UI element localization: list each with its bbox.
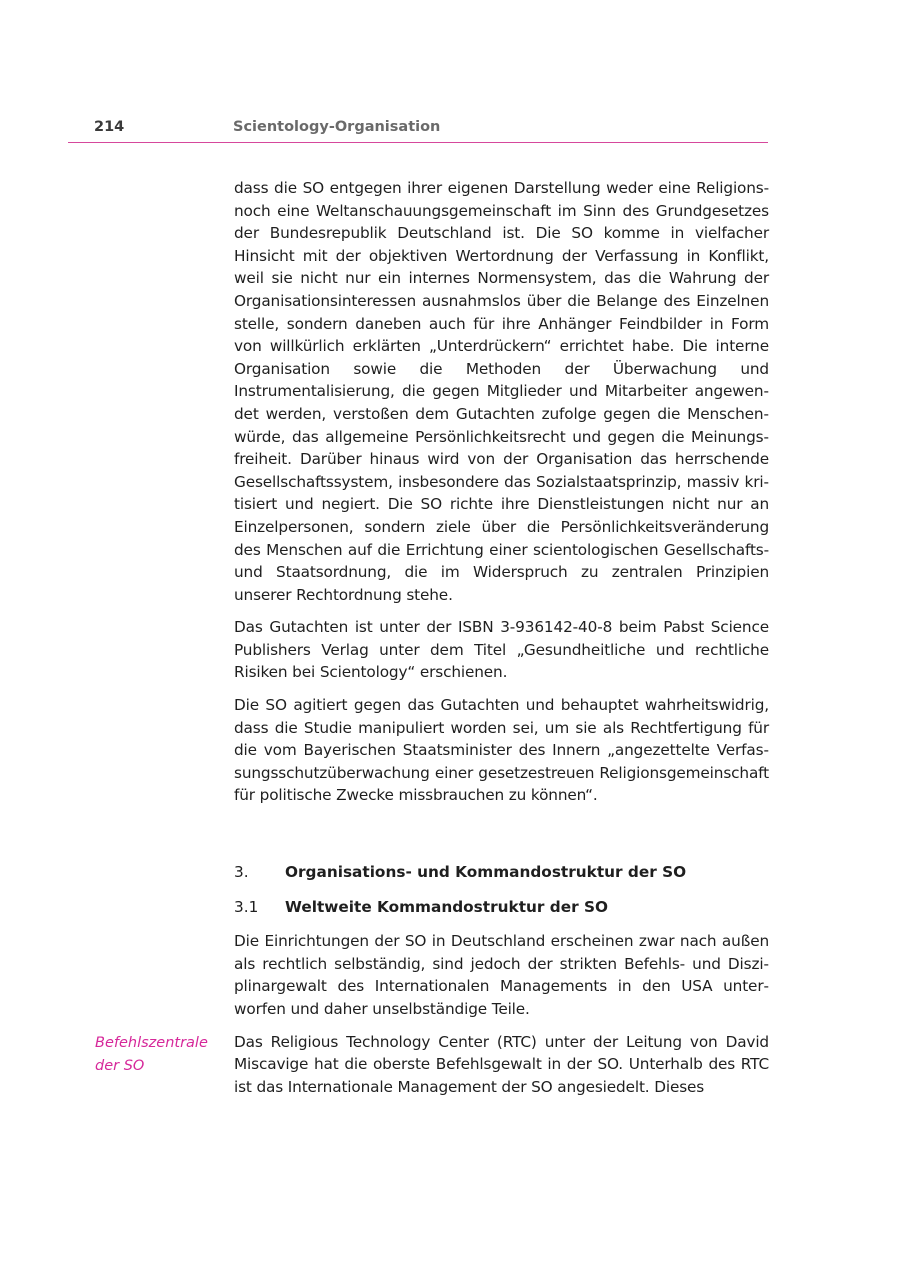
subsection-title: Weltweite Kommandostruktur der SO bbox=[285, 897, 608, 916]
page-number: 214 bbox=[94, 119, 125, 135]
running-title: Scientology-Organisation bbox=[233, 119, 441, 135]
section-title: Organisations- und Kommandostruktur der SO bbox=[285, 863, 687, 882]
subsection-heading bbox=[234, 896, 769, 919]
section-heading bbox=[234, 861, 769, 884]
section-spacer bbox=[234, 817, 769, 861]
body-paragraph: dass die SO entgegen ihrer eigenen Darstellung weder eine Religions- noch eine Weltanschauungsgemeinschaft im Sinn des Grundgesetzes der Bundesrepublik Deutschland ist. Die SO komme in vielfacher Hinsicht mit der objektiven Wertordnung der Verfassung in Konflikt, weil sie nicht nur ein internes Normensystem, das die Wahrung der Organisationsinteressen ausnahmslos über die Belange des Einzelnen stelle, sondern daneben auch für ihre Anhänger Feindbilder in Form von willkürlich erklärten „Unterdrückern“ errichtet habe. Die interne Organisation sowie die Methoden der Überwachung und Instrumentalisierung, die gegen Mitglieder und Mitarbeiter angewendet werden, verstoßen dem Gutachten zufolge gegen die Menschenwürde, das allgemeine Persönlichkeitsrecht und gegen die Meinungsfreiheit. Darüber hinaus wird von der Organisation das herrschende Gesellschaftssystem, insbesondere das Sozialstaatsprinzip, massiv kritisiert und negiert. Die SO richte ihre Dienstleistungen nicht nur an Einzelpersonen, sondern ziele über die Persönlichkeitsveränderung des Menschen auf die Errichtung einer scientologischen Gesellschafts- und Staatsordnung, die im Widerspruch zu zentralen Prinzipien unserer Rechtordnung stehe. bbox=[234, 179, 769, 604]
body-paragraph: Das Gutachten ist unter der ISBN 3-936142-40-8 beim Pabst Science Publishers Verlag unter dem Titel „Gesundheitliche und rechtliche Risiken bei Scientology“ erschienen. bbox=[234, 618, 769, 682]
body-paragraph: Das Religious Technology Center (RTC) unter der Leitung von David Miscavige hat die oberste Befehlsgewalt in der SO. Unterhalb des RTC ist das Internationale Management der SO angesiedelt. Dieses bbox=[234, 1032, 769, 1096]
section-number: 3. bbox=[234, 863, 249, 882]
body-paragraph: Die SO agitiert gegen das Gutachten und behauptet wahrheitswidrig, dass die Studie manipuliert worden sei, um sie als Rechtfertigung für die vom Bayerischen Staatsminister des Innern „angezettelte Verfassungsschutzüberwachung einer gesetzestreuen Religionsgemeinschaft für politische Zwecke missbrauchen zu können“. bbox=[234, 696, 769, 805]
subsection-number: 3.1 bbox=[234, 897, 259, 916]
margin-note-line: Befehlszentrale bbox=[95, 1035, 208, 1051]
page-header bbox=[68, 116, 768, 143]
body-paragraph: Die Einrichtungen der SO in Deutschland erscheinen zwar nach außen als rechtlich selbständig, sind jedoch der strikten Befehls- und Disziplinargewalt des Internationalen Managements in den USA unterworfen und daher unselbständige Teile. bbox=[234, 932, 769, 1018]
margin-note-line: der SO bbox=[95, 1057, 145, 1074]
main-text-column bbox=[234, 177, 769, 1108]
margin-note bbox=[95, 1032, 220, 1077]
